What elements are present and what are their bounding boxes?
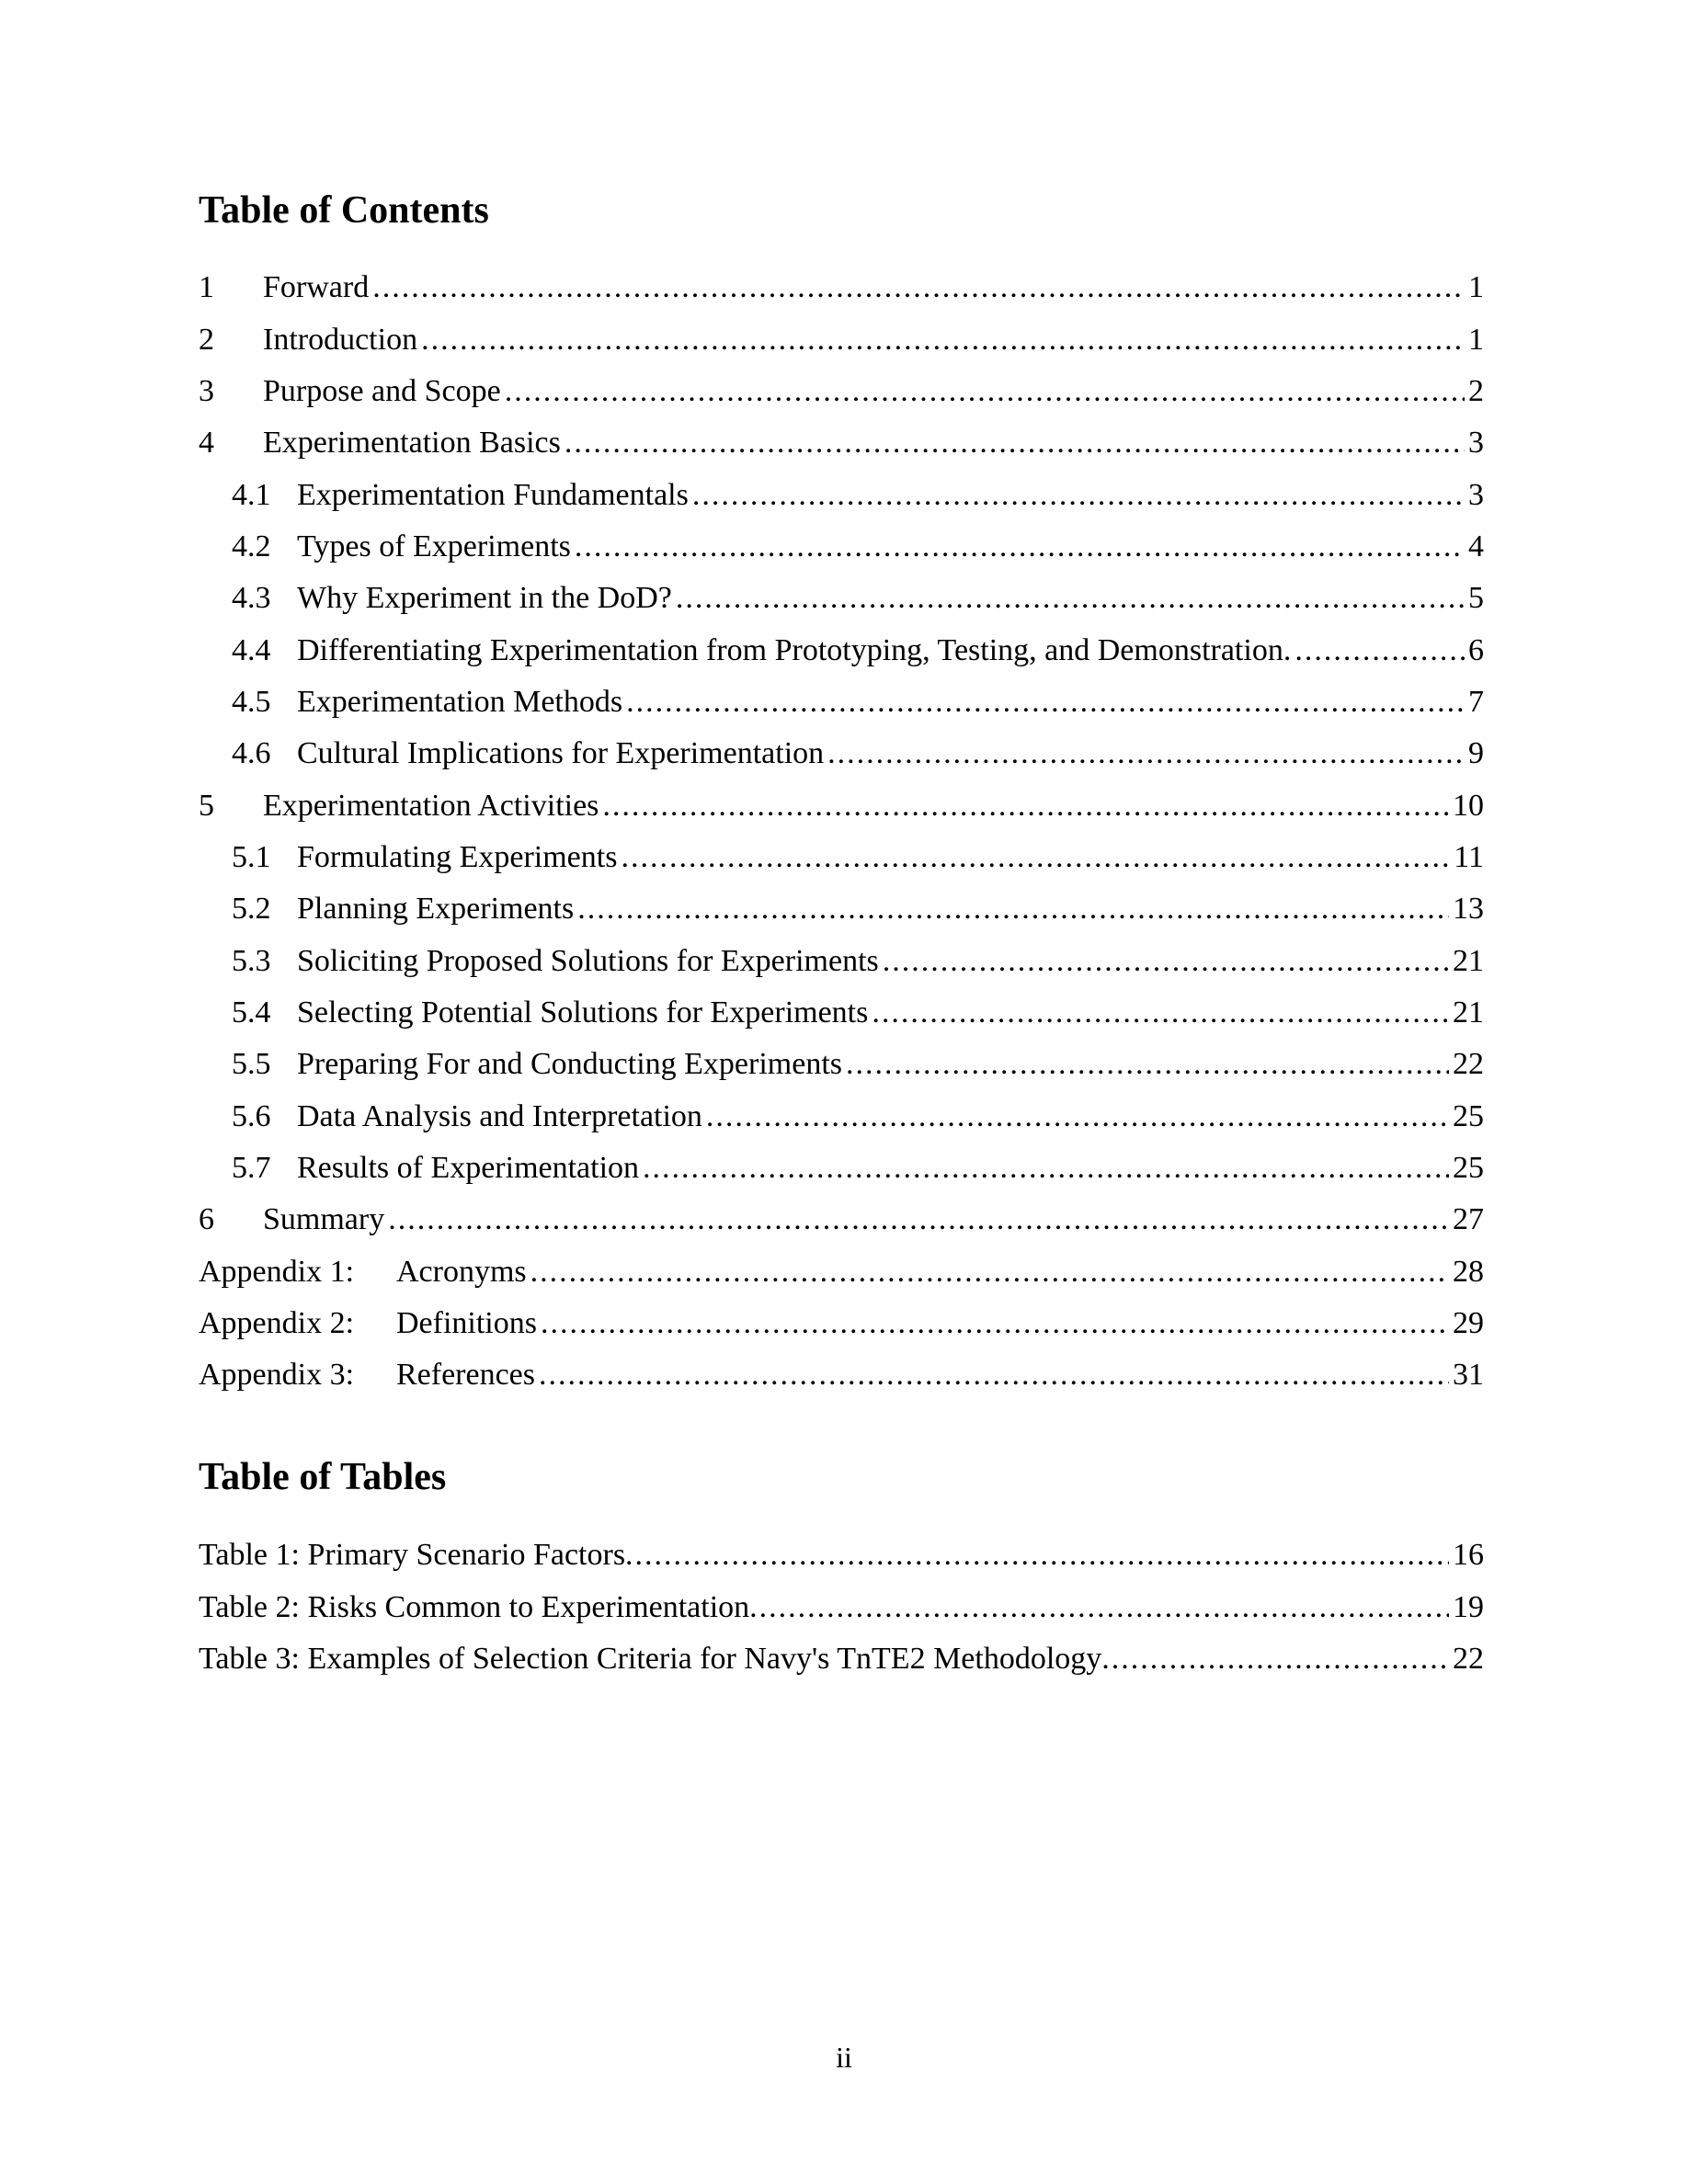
toc-entry-5-6[interactable] <box>199 1091 1484 1143</box>
toc-entry-5-7[interactable] <box>199 1143 1484 1194</box>
table-entry-3[interactable] <box>199 1633 1484 1686</box>
toc-entry-number: 4 <box>199 426 214 461</box>
toc-entry-number: 5.5 <box>232 1047 271 1082</box>
dot-leader <box>626 684 1465 721</box>
toc-entry-label: Soliciting Proposed Solutions for Experiments <box>297 943 879 978</box>
dot-leader <box>643 1150 1449 1187</box>
toc-entry-page: 3 <box>1468 477 1484 512</box>
toc-entry-page: 2 <box>1468 373 1484 408</box>
toc-entry-number: Appendix 2: <box>199 1306 355 1341</box>
toc-entry-number: 3 <box>199 373 214 408</box>
toc-entry-label: Differentiating Experimentation from Prototyping, Testing, and Demonstration. <box>297 632 1292 667</box>
dot-leader <box>1101 1641 1449 1678</box>
table-entry-label: Table 2: Risks Common to Experimentation <box>199 1589 750 1624</box>
toc-entry-label: Purpose and Scope <box>263 373 501 408</box>
toc-entry-page: 25 <box>1453 1098 1484 1133</box>
toc-entry-1[interactable] <box>199 262 1484 313</box>
toc-entry-5-5[interactable] <box>199 1039 1484 1090</box>
dot-leader <box>883 943 1449 980</box>
dot-leader <box>706 1098 1449 1135</box>
dot-leader <box>621 839 1450 876</box>
toc-entry-6[interactable] <box>199 1194 1484 1246</box>
toc-entry-3[interactable] <box>199 366 1484 417</box>
toc-entry-label: Data Analysis and Interpretation <box>297 1098 702 1133</box>
dot-leader <box>749 1589 1449 1626</box>
dot-leader <box>602 788 1449 825</box>
toc-entry-page: 21 <box>1453 943 1484 978</box>
toc-entry-label: Why Experiment in the DoD? <box>297 581 672 616</box>
toc-entry-label: Acronyms <box>396 1254 527 1289</box>
toc-entry-appendix-1[interactable] <box>199 1246 1484 1298</box>
toc-entry-number: 4.1 <box>232 477 271 512</box>
toc-entry-4-3[interactable] <box>199 573 1484 624</box>
toc-entry-label: Types of Experiments <box>297 529 571 563</box>
toc-entry-label: Cultural Implications for Experimentation <box>297 736 825 771</box>
toc-entry-page: 13 <box>1453 892 1484 927</box>
toc-entry-label: Experimentation Fundamentals <box>297 477 689 512</box>
dot-leader <box>692 477 1465 514</box>
toc-entry-page: 22 <box>1453 1047 1484 1082</box>
toc-entry-number: 6 <box>199 1202 214 1237</box>
dot-leader <box>676 580 1465 617</box>
toc-entry-5-1[interactable] <box>199 832 1484 883</box>
toc-entry-number: 5.1 <box>232 839 271 874</box>
toc-entry-5-2[interactable] <box>199 883 1484 935</box>
toc-entry-5-4[interactable] <box>199 987 1484 1039</box>
toc-entry-page: 9 <box>1468 736 1484 771</box>
toc-entry-number: 5.3 <box>232 943 271 978</box>
dot-leader <box>505 373 1465 410</box>
dot-leader <box>1295 632 1465 669</box>
toc-entry-label: Summary <box>263 1202 385 1237</box>
toc-entry-page: 29 <box>1453 1306 1484 1341</box>
toc-entry-label: Forward <box>263 270 370 305</box>
toc-entry-number: 4.5 <box>232 684 271 719</box>
toc-entry-number: 5.6 <box>232 1098 271 1133</box>
dot-leader <box>872 995 1449 1031</box>
toc-list <box>199 262 1484 1402</box>
toc-entry-number: Appendix 3: <box>199 1358 355 1393</box>
tables-heading: Table of Tables <box>199 1456 447 1498</box>
toc-heading: Table of Contents <box>199 189 489 232</box>
dot-leader <box>565 425 1465 461</box>
toc-entry-label: Preparing For and Conducting Experiments <box>297 1047 843 1082</box>
toc-entry-page: 1 <box>1468 322 1484 357</box>
toc-entry-4-2[interactable] <box>199 521 1484 573</box>
toc-entry-number: 5.2 <box>232 892 271 927</box>
toc-entry-label: Planning Experiments <box>297 892 575 927</box>
toc-entry-page: 6 <box>1468 632 1484 667</box>
tables-list <box>199 1530 1484 1686</box>
table-entry-label: Table 3: Examples of Selection Criteria for Navy's TnTE2 Methodology <box>199 1642 1102 1677</box>
dot-leader <box>530 1254 1449 1291</box>
dot-leader <box>539 1357 1449 1393</box>
page-number: ii <box>836 2041 852 2074</box>
toc-entry-2[interactable] <box>199 313 1484 365</box>
toc-entry-4-1[interactable] <box>199 469 1484 520</box>
toc-entry-appendix-3[interactable] <box>199 1349 1484 1401</box>
toc-entry-label: Selecting Potential Solutions for Experiments <box>297 995 869 1029</box>
toc-entry-appendix-2[interactable] <box>199 1298 1484 1349</box>
toc-entry-5-3[interactable] <box>199 935 1484 986</box>
toc-entry-number: 4.4 <box>232 632 271 667</box>
toc-entry-page: 10 <box>1453 788 1484 823</box>
toc-entry-number: Appendix 1: <box>199 1254 355 1289</box>
toc-entry-4-6[interactable] <box>199 728 1484 779</box>
toc-entry-number: 2 <box>199 322 214 357</box>
toc-entry-page: 1 <box>1468 270 1484 305</box>
toc-entry-page: 27 <box>1453 1202 1484 1237</box>
toc-entry-label: Experimentation Activities <box>263 788 599 823</box>
toc-entry-page: 21 <box>1453 995 1484 1029</box>
toc-entry-number: 5.4 <box>232 995 271 1029</box>
toc-entry-page: 4 <box>1468 529 1484 563</box>
table-entry-page: 22 <box>1453 1642 1484 1677</box>
toc-entry-number: 4.2 <box>232 529 271 563</box>
toc-entry-4-4[interactable] <box>199 624 1484 676</box>
table-entry-2[interactable] <box>199 1582 1484 1634</box>
dot-leader <box>846 1046 1449 1083</box>
toc-entry-number: 4.3 <box>232 581 271 616</box>
toc-entry-4[interactable] <box>199 417 1484 469</box>
toc-entry-page: 25 <box>1453 1151 1484 1186</box>
table-entry-1[interactable] <box>199 1530 1484 1582</box>
toc-entry-page: 5 <box>1468 581 1484 616</box>
dot-leader <box>577 891 1449 927</box>
toc-entry-label: Definitions <box>396 1306 537 1341</box>
table-entry-page: 16 <box>1453 1538 1484 1573</box>
dot-leader <box>421 322 1465 358</box>
dot-leader <box>541 1305 1449 1342</box>
toc-entry-label: Formulating Experiments <box>297 839 618 874</box>
dot-leader <box>827 735 1465 772</box>
dot-leader <box>372 269 1465 306</box>
dot-leader <box>388 1201 1449 1238</box>
toc-entry-label: Experimentation Basics <box>263 426 561 461</box>
toc-entry-page: 7 <box>1468 684 1484 719</box>
toc-entry-label: Introduction <box>263 322 418 357</box>
toc-entry-page: 31 <box>1453 1358 1484 1393</box>
toc-entry-number: 5 <box>199 788 214 823</box>
toc-entry-label: Results of Experimentation <box>297 1151 640 1186</box>
dot-leader <box>625 1537 1449 1574</box>
toc-entry-label: Experimentation Methods <box>297 684 623 719</box>
toc-entry-label: References <box>396 1358 536 1393</box>
table-entry-label: Table 1: Primary Scenario Factors <box>199 1538 626 1573</box>
toc-entry-page: 3 <box>1468 426 1484 461</box>
toc-entry-page: 11 <box>1454 839 1484 874</box>
toc-entry-number: 5.7 <box>232 1151 271 1186</box>
dot-leader <box>575 529 1465 565</box>
toc-entry-number: 1 <box>199 270 214 305</box>
toc-entry-5[interactable] <box>199 779 1484 831</box>
toc-entry-page: 28 <box>1453 1254 1484 1289</box>
toc-entry-4-5[interactable] <box>199 677 1484 728</box>
toc-entry-number: 4.6 <box>232 736 271 771</box>
table-entry-page: 19 <box>1453 1589 1484 1624</box>
